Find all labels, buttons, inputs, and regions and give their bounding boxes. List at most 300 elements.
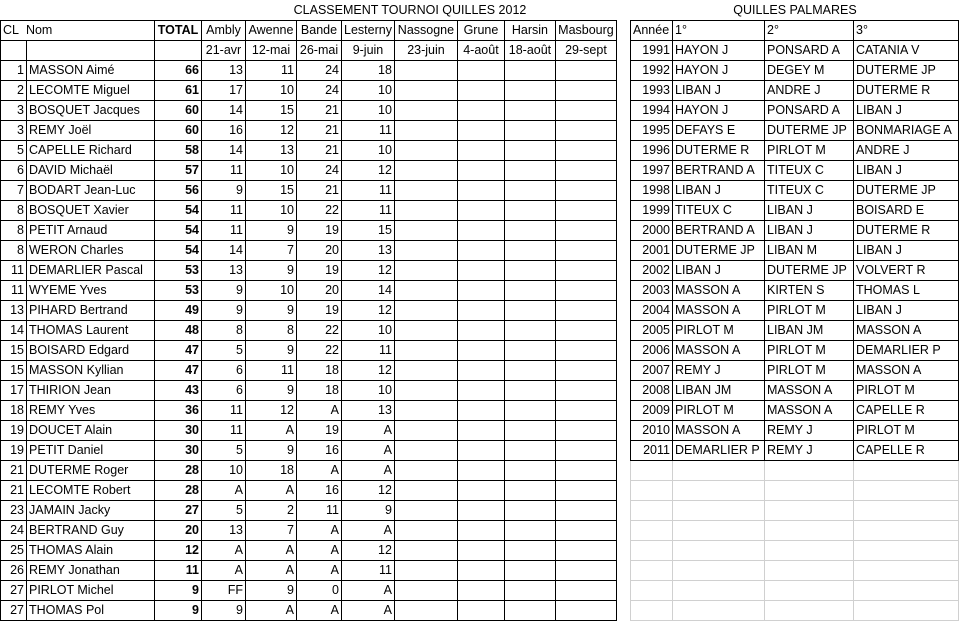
score-cell: A	[297, 601, 342, 621]
table-row	[631, 201, 959, 221]
third-place-cell: DUTERME JP	[854, 61, 959, 81]
score-cell: 24	[297, 61, 342, 81]
year-cell: 2000	[631, 221, 673, 241]
player-name-cell: REMY Yves	[27, 401, 155, 421]
table-row	[1, 341, 617, 361]
score-cell: 6	[202, 361, 246, 381]
score-cell: 19	[297, 221, 342, 241]
year-cell: 2007	[631, 361, 673, 381]
empty-cell	[673, 541, 765, 561]
score-cell	[394, 281, 457, 301]
total-cell: 30	[155, 421, 202, 441]
score-cell	[394, 241, 457, 261]
date-blank	[27, 41, 155, 61]
empty-grid-row	[631, 521, 959, 541]
score-cell: 14	[202, 101, 246, 121]
total-cell: 54	[155, 241, 202, 261]
score-cell	[457, 261, 504, 281]
score-cell	[555, 561, 616, 581]
score-cell	[394, 201, 457, 221]
date-masbourg: 29-sept	[555, 41, 616, 61]
empty-grid-row	[631, 581, 959, 601]
table-row	[1, 401, 617, 421]
score-cell	[504, 441, 555, 461]
rank-cell: 8	[1, 201, 27, 221]
date-lesterny: 9-juin	[342, 41, 395, 61]
score-cell	[457, 301, 504, 321]
second-place-cell: LIBAN J	[765, 201, 854, 221]
header-harsin: Harsin	[504, 21, 555, 41]
empty-cell	[765, 561, 854, 581]
score-cell	[394, 181, 457, 201]
empty-cell	[631, 501, 673, 521]
first-place-cell: LIBAN J	[673, 81, 765, 101]
score-cell: 9	[202, 601, 246, 621]
score-cell: 11	[202, 421, 246, 441]
score-cell	[504, 501, 555, 521]
score-cell: 9	[246, 221, 297, 241]
score-cell: 12	[342, 161, 395, 181]
second-place-cell: MASSON A	[765, 401, 854, 421]
table-row	[1, 161, 617, 181]
empty-cell	[765, 521, 854, 541]
score-cell	[457, 601, 504, 621]
score-cell: 11	[202, 161, 246, 181]
table-row	[631, 221, 959, 241]
total-cell: 47	[155, 341, 202, 361]
empty-cell	[854, 601, 959, 621]
score-cell	[555, 521, 616, 541]
score-cell: A	[246, 601, 297, 621]
score-cell	[504, 381, 555, 401]
score-cell	[394, 361, 457, 381]
score-cell: 24	[297, 81, 342, 101]
table-row	[1, 121, 617, 141]
third-place-cell: PIRLOT M	[854, 381, 959, 401]
second-place-cell: PONSARD A	[765, 101, 854, 121]
empty-grid-row	[631, 541, 959, 561]
third-place-cell: BOISARD E	[854, 201, 959, 221]
table-row	[631, 241, 959, 261]
score-cell: 13	[202, 261, 246, 281]
table-row	[631, 141, 959, 161]
score-cell: 9	[202, 301, 246, 321]
total-cell: 53	[155, 261, 202, 281]
table-row	[631, 421, 959, 441]
score-cell	[555, 241, 616, 261]
score-cell: 5	[202, 501, 246, 521]
score-cell	[555, 301, 616, 321]
first-place-cell: PIRLOT M	[673, 401, 765, 421]
rank-cell: 21	[1, 481, 27, 501]
total-cell: 43	[155, 381, 202, 401]
score-cell: 11	[246, 61, 297, 81]
third-place-cell: THOMAS L	[854, 281, 959, 301]
score-cell: 7	[246, 521, 297, 541]
score-cell: 13	[202, 521, 246, 541]
empty-grid-row	[631, 601, 959, 621]
score-cell: 11	[202, 401, 246, 421]
score-cell	[457, 421, 504, 441]
score-cell: 10	[342, 381, 395, 401]
table-row	[1, 421, 617, 441]
player-name-cell: DOUCET Alain	[27, 421, 155, 441]
score-cell	[555, 361, 616, 381]
score-cell	[394, 601, 457, 621]
table-row	[1, 561, 617, 581]
player-name-cell: REMY Joël	[27, 121, 155, 141]
table-row	[1, 301, 617, 321]
score-cell: 11	[342, 181, 395, 201]
player-name-cell: DUTERME Roger	[27, 461, 155, 481]
player-name-cell: WYEME Yves	[27, 281, 155, 301]
score-cell	[504, 161, 555, 181]
table-row	[1, 221, 617, 241]
empty-cell	[673, 481, 765, 501]
first-place-cell: DEMARLIER P	[673, 441, 765, 461]
score-cell	[394, 341, 457, 361]
score-cell: A	[342, 461, 395, 481]
score-cell	[394, 141, 457, 161]
score-cell	[504, 481, 555, 501]
score-cell: 9	[202, 281, 246, 301]
score-cell	[457, 201, 504, 221]
score-cell: A	[246, 541, 297, 561]
header-cl: CL	[3, 23, 19, 37]
score-cell: A	[202, 481, 246, 501]
date-bande: 26-mai	[297, 41, 342, 61]
table-row	[1, 281, 617, 301]
first-place-cell: BERTRAND A	[673, 221, 765, 241]
first-place-cell: LIBAN JM	[673, 381, 765, 401]
score-cell	[457, 361, 504, 381]
empty-cell	[765, 461, 854, 481]
empty-cell	[631, 521, 673, 541]
score-cell: 10	[342, 81, 395, 101]
total-cell: 28	[155, 481, 202, 501]
rank-cell: 11	[1, 281, 27, 301]
score-cell: 21	[297, 181, 342, 201]
rank-cell: 15	[1, 341, 27, 361]
score-cell	[457, 281, 504, 301]
score-cell: 20	[297, 241, 342, 261]
year-cell: 2004	[631, 301, 673, 321]
score-cell: A	[297, 401, 342, 421]
third-place-cell: MASSON A	[854, 361, 959, 381]
score-cell	[555, 221, 616, 241]
second-place-cell: LIBAN J	[765, 221, 854, 241]
score-cell	[555, 421, 616, 441]
total-cell: 66	[155, 61, 202, 81]
empty-cell	[673, 601, 765, 621]
header-cl-nom	[1, 21, 155, 41]
table-row	[631, 301, 959, 321]
score-cell: 10	[202, 461, 246, 481]
empty-cell	[673, 461, 765, 481]
total-cell: 54	[155, 221, 202, 241]
rank-cell: 8	[1, 241, 27, 261]
total-cell: 61	[155, 81, 202, 101]
total-cell: 56	[155, 181, 202, 201]
table-row	[631, 261, 959, 281]
rank-cell: 7	[1, 181, 27, 201]
rank-cell: 2	[1, 81, 27, 101]
score-cell: 22	[297, 201, 342, 221]
score-cell: A	[297, 541, 342, 561]
score-cell	[457, 81, 504, 101]
score-cell: A	[246, 421, 297, 441]
date-blank	[1, 41, 27, 61]
date-ambly: 21-avr	[202, 41, 246, 61]
rank-cell: 26	[1, 561, 27, 581]
score-cell: A	[342, 581, 395, 601]
date-harsin: 18-août	[504, 41, 555, 61]
third-place-cell: PIRLOT M	[854, 421, 959, 441]
rank-cell: 3	[1, 101, 27, 121]
score-cell	[394, 501, 457, 521]
first-place-cell: MASSON A	[673, 281, 765, 301]
score-cell	[504, 561, 555, 581]
score-cell: 9	[246, 261, 297, 281]
player-name-cell: PIRLOT Michel	[27, 581, 155, 601]
total-cell: 53	[155, 281, 202, 301]
header-masbourg: Masbourg	[555, 21, 616, 41]
score-cell	[555, 401, 616, 421]
score-cell	[457, 521, 504, 541]
table-row	[1, 541, 617, 561]
ranking-dates-row	[1, 41, 617, 61]
score-cell: 21	[297, 121, 342, 141]
score-cell	[504, 181, 555, 201]
table-row	[1, 321, 617, 341]
player-name-cell: LECOMTE Miguel	[27, 81, 155, 101]
third-place-cell: ANDRE J	[854, 141, 959, 161]
player-name-cell: BOISARD Edgard	[27, 341, 155, 361]
score-cell	[457, 181, 504, 201]
score-cell	[555, 141, 616, 161]
empty-grid-row	[631, 501, 959, 521]
score-cell	[504, 201, 555, 221]
empty-cell	[765, 541, 854, 561]
score-cell	[457, 61, 504, 81]
year-cell: 1994	[631, 101, 673, 121]
third-place-cell: CAPELLE R	[854, 401, 959, 421]
second-place-cell: LIBAN M	[765, 241, 854, 261]
rank-cell: 27	[1, 601, 27, 621]
second-place-cell: PIRLOT M	[765, 301, 854, 321]
table-row	[631, 41, 959, 61]
second-place-cell: TITEUX C	[765, 181, 854, 201]
empty-cell	[854, 521, 959, 541]
date-blank	[155, 41, 202, 61]
score-cell: 11	[342, 341, 395, 361]
table-row	[631, 361, 959, 381]
score-cell	[555, 461, 616, 481]
third-place-cell: BONMARIAGE A	[854, 121, 959, 141]
score-cell: A	[342, 521, 395, 541]
player-name-cell: REMY Jonathan	[27, 561, 155, 581]
first-place-cell: TITEUX C	[673, 201, 765, 221]
score-cell: 18	[297, 381, 342, 401]
score-cell	[394, 541, 457, 561]
score-cell	[394, 301, 457, 321]
rank-cell: 19	[1, 421, 27, 441]
score-cell: 12	[342, 301, 395, 321]
score-cell: 14	[202, 241, 246, 261]
score-cell	[457, 241, 504, 261]
palmares-header-row	[631, 21, 959, 41]
date-awenne: 12-mai	[246, 41, 297, 61]
score-cell: A	[297, 461, 342, 481]
score-cell: 9	[246, 341, 297, 361]
score-cell	[555, 181, 616, 201]
score-cell: 12	[246, 121, 297, 141]
score-cell	[394, 521, 457, 541]
score-cell: 19	[297, 261, 342, 281]
first-place-cell: BERTRAND A	[673, 161, 765, 181]
empty-cell	[673, 581, 765, 601]
score-cell: 14	[202, 141, 246, 161]
empty-grid-row	[631, 461, 959, 481]
score-cell: 24	[297, 161, 342, 181]
year-cell: 2006	[631, 341, 673, 361]
header-nom: Nom	[25, 23, 53, 37]
score-cell: 11	[342, 121, 395, 141]
third-place-cell: LIBAN J	[854, 161, 959, 181]
score-cell: 9	[246, 581, 297, 601]
score-cell	[555, 581, 616, 601]
score-cell: 12	[246, 401, 297, 421]
score-cell: 16	[202, 121, 246, 141]
player-name-cell: BERTRAND Guy	[27, 521, 155, 541]
empty-cell	[854, 481, 959, 501]
total-cell: 9	[155, 601, 202, 621]
score-cell	[555, 601, 616, 621]
table-row	[631, 101, 959, 121]
score-cell	[457, 121, 504, 141]
third-place-cell: DEMARLIER P	[854, 341, 959, 361]
score-cell: 13	[342, 401, 395, 421]
total-cell: 60	[155, 101, 202, 121]
score-cell: 10	[246, 201, 297, 221]
score-cell: A	[297, 561, 342, 581]
score-cell: 10	[246, 281, 297, 301]
score-cell: 12	[342, 361, 395, 381]
score-cell	[504, 281, 555, 301]
empty-cell	[765, 601, 854, 621]
score-cell: 8	[246, 321, 297, 341]
score-cell: FF	[202, 581, 246, 601]
score-cell	[555, 321, 616, 341]
score-cell: 9	[246, 301, 297, 321]
score-cell: 13	[246, 141, 297, 161]
rank-cell: 6	[1, 161, 27, 181]
score-cell: 18	[342, 61, 395, 81]
score-cell	[394, 441, 457, 461]
table-row	[1, 61, 617, 81]
table-row	[1, 361, 617, 381]
score-cell	[394, 401, 457, 421]
table-row	[631, 61, 959, 81]
score-cell	[555, 441, 616, 461]
score-cell	[504, 81, 555, 101]
rank-cell: 14	[1, 321, 27, 341]
empty-cell	[631, 561, 673, 581]
table-row	[631, 401, 959, 421]
score-cell: 20	[297, 281, 342, 301]
score-cell	[457, 381, 504, 401]
first-place-cell: DEFAYS E	[673, 121, 765, 141]
year-cell: 2001	[631, 241, 673, 261]
player-name-cell: DAVID Michaël	[27, 161, 155, 181]
ranking-title: CLASSEMENT TOURNOI QUILLES 2012	[293, 3, 527, 17]
rank-cell: 3	[1, 121, 27, 141]
year-cell: 2008	[631, 381, 673, 401]
second-place-cell: LIBAN JM	[765, 321, 854, 341]
score-cell: A	[297, 521, 342, 541]
year-cell: 1999	[631, 201, 673, 221]
score-cell	[457, 321, 504, 341]
third-place-cell: MASSON A	[854, 321, 959, 341]
table-row	[631, 121, 959, 141]
header-total: TOTAL	[155, 21, 202, 41]
total-cell: 54	[155, 201, 202, 221]
score-cell: 10	[342, 101, 395, 121]
score-cell	[457, 581, 504, 601]
table-row	[1, 241, 617, 261]
table-row	[1, 461, 617, 481]
score-cell	[457, 341, 504, 361]
score-cell: 13	[342, 241, 395, 261]
rank-cell: 21	[1, 461, 27, 481]
score-cell	[394, 461, 457, 481]
second-place-cell: REMY J	[765, 441, 854, 461]
score-cell	[394, 81, 457, 101]
first-place-cell: HAYON J	[673, 101, 765, 121]
player-name-cell: PETIT Arnaud	[27, 221, 155, 241]
score-cell: 17	[202, 81, 246, 101]
header-ambly: Ambly	[202, 21, 246, 41]
rank-cell: 15	[1, 361, 27, 381]
first-place-cell: HAYON J	[673, 61, 765, 81]
total-cell: 48	[155, 321, 202, 341]
second-place-cell: PIRLOT M	[765, 341, 854, 361]
score-cell: A	[342, 421, 395, 441]
score-cell	[504, 301, 555, 321]
rank-cell: 8	[1, 221, 27, 241]
rank-cell: 18	[1, 401, 27, 421]
first-place-cell: MASSON A	[673, 301, 765, 321]
header-nassogne: Nassogne	[394, 21, 457, 41]
total-cell: 20	[155, 521, 202, 541]
player-name-cell: THOMAS Laurent	[27, 321, 155, 341]
second-place-cell: DUTERME JP	[765, 261, 854, 281]
score-cell	[457, 161, 504, 181]
total-cell: 58	[155, 141, 202, 161]
empty-cell	[854, 561, 959, 581]
third-place-cell: DUTERME R	[854, 221, 959, 241]
score-cell: A	[202, 561, 246, 581]
score-cell: 9	[202, 181, 246, 201]
player-name-cell: BOSQUET Xavier	[27, 201, 155, 221]
table-row	[631, 381, 959, 401]
score-cell	[504, 581, 555, 601]
empty-cell	[673, 501, 765, 521]
score-cell: 12	[342, 481, 395, 501]
table-row	[1, 261, 617, 281]
score-cell	[457, 141, 504, 161]
table-row	[1, 601, 617, 621]
